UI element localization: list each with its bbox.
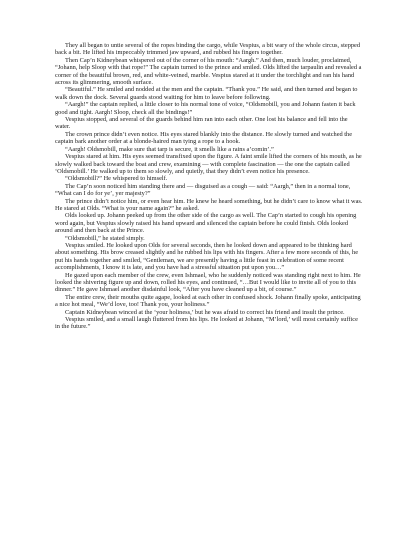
paragraph: Vespius smiled. He looked upon Olds for several seconds, then he looked down and appeared to be thinking hard about something. His brow creased slightly and he rubbed his lips with his fingers. After a few more seconds of this, he put his hands together and smiled, “Gentleman, we are presently having a little feast in celebration of some recent accomplishments, I know it is late, and you have had a stressful situation put upon you…” — [55, 241, 359, 272]
paragraph: The Cap’n soon noticed him standing there and — disguised as a cough — said: “Aargh,” then in a normal tone, “What can I do for ye’, yer majesty?” — [55, 182, 351, 198]
paragraph: Then Cap’n Kidneybean whispered out of the corner of his mouth: “Aargh.” And then, much louder, proclaimed, “Johann, help Sloop with that rope!” The captain turned to the prince and smiled. Olds lifted the tarpaulin and revealed a corner of the beautiful brown, red, and white-veined, marble. Vespius stared at it under the torchlight and ran his hand across its glimmering, smooth surface. — [55, 56, 362, 87]
paragraph: Vespius smiled, and a small laugh fluttered from his lips. He looked at Johann, “M’lord,’ will most certainly suffice in the future.” — [55, 316, 358, 331]
paragraph: “Oldsmobill?” He whispered to himself. — [65, 175, 168, 183]
paragraph: “Aargh!” the captain replied, a little closer to his normal tone of voice, “Oldsmobill, you and Johann fasten it back good and tight. Aargh! Sloop, check all the bindings!” — [55, 101, 356, 116]
paragraph: They all began to untie several of the ropes binding the cargo, while Vespius, a bit wary of the whole circus, stepped back a bit. He lifted his impeccably trimmed jaw upward, and rubbed his fingers together. — [55, 42, 361, 57]
paragraph: He gazed upon each member of the crew, even Ishmael, who he suddenly noticed was standing right next to him. He looked the shivering figure up and down, rolled his eyes, and continued, “…But I would like to invite all of you to this dinner.” He gave Ishmael another disdainful look, “After you have cleaned up a bit, of course.” — [55, 271, 361, 294]
paragraph: The prince didn’t notice him, or even hear him. He knew he heard something, but he didn’t care to know what it was. He stared at Olds. “What is your name again?” he asked. — [55, 197, 363, 212]
paragraph: Olds looked up. Johann peeked up from the other side of the cargo as well. The Cap’n started to cough his opening word again, but Vespius slowly raised his hand upward and silenced the captain before he could finish. Olds looked around and then back at the Prince. — [55, 212, 357, 235]
paragraph: “Aargh! Oldsmobill, make sure that tarp is secure, it smells like a rains a’comin’.” — [65, 145, 274, 153]
paragraph: “Beautiful.” He smiled and nodded at the men and the captain. “Thank you.” He said, and then turned and began to walk down the dock. Several guards stood waiting for him to leave before following. — [55, 86, 358, 101]
paragraph: Captain Kidneybean winced at the ‘your holiness,’ but he was afraid to correct his friend and insult the prince. — [65, 308, 345, 316]
paragraph: The crown prince didn’t even notice. His eyes stared blankly into the distance. He slowly turned and watched the captain bark another order at a blonde-haired man tying a rope to a hook. — [55, 130, 353, 146]
paragraph: Vespius stared at him. His eyes seemed transfixed upon the figure. A faint smile lifted the corners of his mouth, as he slowly walked back toward the boat and crew, examining — with complete fascination — the one the captain called ‘Oldsmobill.’ He walked up to them so slowly, and quietly, that they didn’t even notice his presence. — [55, 153, 362, 175]
paragraph: Vespius stopped, and several of the guards behind him ran into each other. One lost his balance and fell into the water. — [55, 116, 348, 131]
paragraph: The entire crew, their mouths quite agape, looked at each other in confused shock. Johann finally spoke, anticipating a nice hot meal, “We’d love, too! Thank you, your holiness.” — [55, 293, 361, 309]
paragraph: “Oldsmobill,” he stated simply. — [65, 234, 145, 242]
